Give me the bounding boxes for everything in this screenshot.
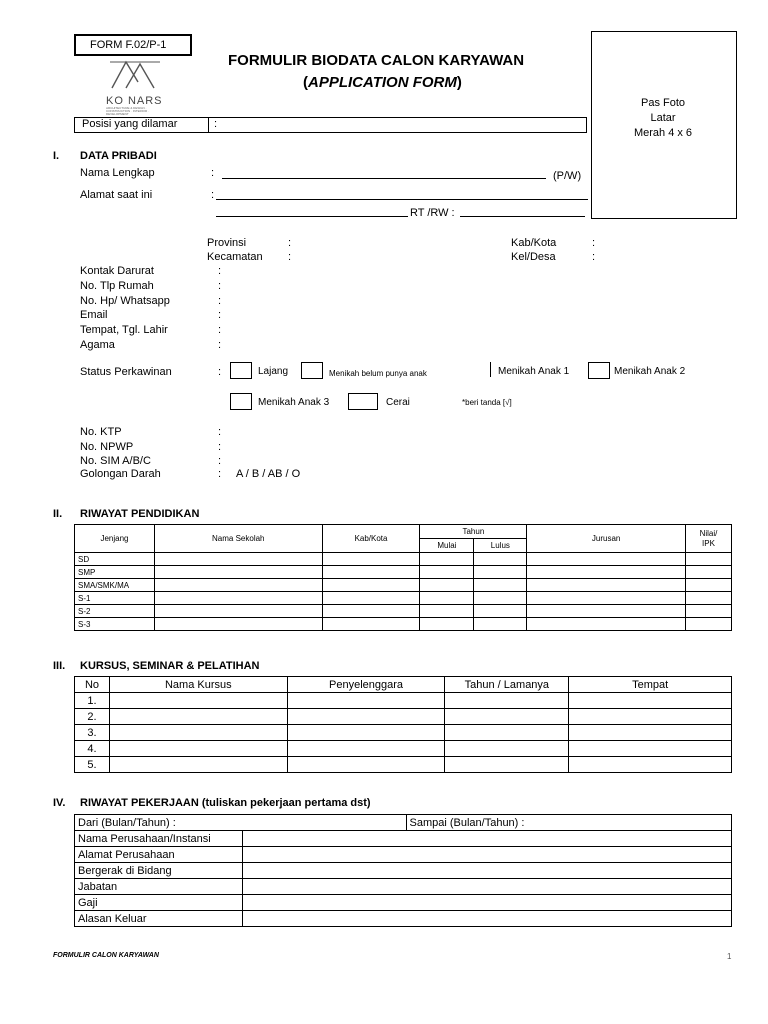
- course-cell[interactable]: [109, 725, 287, 741]
- table-row: [75, 911, 732, 927]
- work-cell[interactable]: [242, 831, 731, 847]
- course-no: 5.: [75, 757, 110, 773]
- rtrw-input-line[interactable]: [460, 216, 585, 217]
- table-row: [75, 741, 732, 757]
- work-cell[interactable]: [242, 911, 731, 927]
- course-cell[interactable]: [109, 693, 287, 709]
- section-4-heading: RIWAYAT PEKERJAAN (tuliskan pekerjaan pertama dst): [80, 797, 371, 809]
- work-label: Bergerak di Bidang: [75, 863, 243, 879]
- married-nochild-label: Menikah belum punya anak: [329, 369, 427, 378]
- edu-cell[interactable]: [154, 605, 322, 618]
- table-row: [75, 553, 732, 566]
- home-phone-colon: :: [218, 280, 222, 292]
- course-cell[interactable]: [569, 741, 732, 757]
- address-colon: :: [211, 189, 215, 201]
- photo-label: [591, 96, 735, 141]
- course-cell[interactable]: [445, 709, 569, 725]
- edu-cell[interactable]: [322, 553, 420, 566]
- col-level: Jenjang: [75, 525, 155, 553]
- col-year: Tahun: [420, 525, 527, 539]
- village-colon: :: [592, 251, 596, 263]
- edu-cell[interactable]: [685, 592, 731, 605]
- course-cell[interactable]: [445, 693, 569, 709]
- course-cell[interactable]: [287, 757, 445, 773]
- table-row: [75, 605, 732, 618]
- section-3-number: III.: [53, 660, 66, 672]
- district-colon: :: [288, 251, 292, 263]
- logo-tagline: ARCHITECTURE & DESIGN · CONSTRUCTION · INTERIOR · DEVELOPMENT: [106, 106, 149, 116]
- edu-cell[interactable]: [154, 618, 322, 631]
- ktp-label: No. KTP: [80, 426, 122, 438]
- edu-cell[interactable]: [685, 579, 731, 592]
- address-input-line-1[interactable]: [216, 199, 588, 200]
- edu-level: S-2: [75, 605, 155, 618]
- district-label: Kecamatan: [207, 251, 263, 263]
- course-cell[interactable]: [109, 741, 287, 757]
- name-label: Nama Lengkap: [80, 167, 155, 179]
- edu-cell[interactable]: [527, 553, 686, 566]
- email-label: Email: [80, 309, 108, 321]
- work-label: Jabatan: [75, 879, 243, 895]
- divorced-checkbox[interactable]: [348, 393, 378, 410]
- email-colon: :: [218, 309, 222, 321]
- single-label: Lajang: [258, 366, 289, 377]
- edu-cell[interactable]: [322, 605, 420, 618]
- work-label: Alasan Keluar: [75, 911, 243, 927]
- course-cell[interactable]: [445, 757, 569, 773]
- edu-cell[interactable]: [322, 579, 420, 592]
- education-table: [74, 524, 732, 631]
- col-no: No: [75, 677, 110, 693]
- birth-colon: :: [218, 324, 222, 336]
- col-organizer: Penyelenggara: [287, 677, 445, 693]
- work-label: Gaji: [75, 895, 243, 911]
- section-2-heading: RIWAYAT PENDIDIKAN: [80, 508, 200, 520]
- work-cell[interactable]: [242, 895, 731, 911]
- edu-cell[interactable]: [154, 579, 322, 592]
- photo-line-2: Latar: [650, 112, 676, 124]
- table-row: [75, 757, 732, 773]
- table-row: [75, 709, 732, 725]
- course-no: 1.: [75, 693, 110, 709]
- edu-cell[interactable]: [527, 579, 686, 592]
- edu-cell[interactable]: [154, 566, 322, 579]
- logo-text: KO NARS: [106, 95, 163, 107]
- ktp-colon: :: [218, 426, 222, 438]
- mobile-colon: :: [218, 295, 222, 307]
- course-cell[interactable]: [569, 725, 732, 741]
- village-label: Kel/Desa: [511, 251, 556, 263]
- province-label: Provinsi: [207, 237, 247, 249]
- city-label: Kab/Kota: [511, 237, 557, 249]
- col-major: Jurusan: [527, 525, 686, 553]
- edu-cell[interactable]: [685, 566, 731, 579]
- course-cell[interactable]: [445, 725, 569, 741]
- city-colon: :: [592, 237, 596, 249]
- edu-cell[interactable]: [322, 592, 420, 605]
- course-no: 4.: [75, 741, 110, 757]
- edu-cell[interactable]: [420, 566, 474, 579]
- table-row: [75, 693, 732, 709]
- edu-cell[interactable]: [527, 566, 686, 579]
- edu-level: SD: [75, 553, 155, 566]
- gender-label: (P/W): [553, 170, 582, 182]
- edu-cell[interactable]: [474, 618, 527, 631]
- edu-cell[interactable]: [527, 605, 686, 618]
- page-number: 1: [727, 952, 732, 961]
- table-row: [75, 847, 732, 863]
- edu-cell[interactable]: [420, 605, 474, 618]
- col-course-name: Nama Kursus: [109, 677, 287, 693]
- edu-cell[interactable]: [685, 618, 731, 631]
- table-row: [75, 895, 732, 911]
- edu-cell[interactable]: [474, 579, 527, 592]
- course-no: 2.: [75, 709, 110, 725]
- married2-checkbox[interactable]: [588, 362, 610, 379]
- emergency-label: Kontak Darurat: [80, 265, 154, 277]
- province-colon: :: [288, 237, 292, 249]
- edu-cell[interactable]: [685, 553, 731, 566]
- subtitle-close: ): [456, 74, 462, 91]
- col-school: Nama Sekolah: [154, 525, 322, 553]
- company-logo: [106, 58, 164, 118]
- married2-label: Menikah Anak 2: [614, 366, 686, 377]
- table-row: [75, 725, 732, 741]
- section-1-number: I.: [53, 150, 60, 162]
- position-colon: :: [214, 118, 218, 130]
- emergency-colon: :: [218, 265, 222, 277]
- address-label: Alamat saat ini: [80, 189, 153, 201]
- section-2-number: II.: [53, 508, 63, 520]
- courses-table: [74, 676, 732, 773]
- form-title: FORMULIR BIODATA CALON KARYAWAN: [228, 52, 525, 69]
- birth-label: Tempat, Tgl. Lahir: [80, 324, 168, 336]
- section-4-number: IV.: [53, 797, 66, 809]
- edu-cell[interactable]: [154, 592, 322, 605]
- npwp-label: No. NPWP: [80, 441, 134, 453]
- name-input-line[interactable]: [222, 178, 546, 179]
- religion-label: Agama: [80, 339, 115, 351]
- edu-cell[interactable]: [420, 553, 474, 566]
- edu-cell[interactable]: [474, 566, 527, 579]
- table-row: [75, 831, 732, 847]
- edu-cell[interactable]: [527, 618, 686, 631]
- married3-checkbox[interactable]: [230, 393, 252, 410]
- course-no: 3.: [75, 725, 110, 741]
- work-cell[interactable]: [242, 847, 731, 863]
- married1-checkbox[interactable]: [490, 362, 491, 377]
- col-city: Kab/Kota: [322, 525, 420, 553]
- col-place: Tempat: [569, 677, 732, 693]
- footer-title: FORMULIR CALON KARYAWAN: [53, 952, 159, 959]
- section-3-heading: KURSUS, SEMINAR & PELATIHAN: [80, 660, 260, 672]
- edu-cell[interactable]: [527, 592, 686, 605]
- married1-label: Menikah Anak 1: [498, 366, 570, 377]
- course-cell[interactable]: [109, 757, 287, 773]
- course-cell[interactable]: [445, 741, 569, 757]
- table-row: [75, 863, 732, 879]
- edu-level: S-1: [75, 592, 155, 605]
- single-checkbox[interactable]: [230, 362, 252, 379]
- col-start: Mulai: [420, 539, 474, 553]
- subtitle-text: APPLICATION FORM: [308, 74, 457, 91]
- table-row: [75, 579, 732, 592]
- col-score-b: IPK: [702, 538, 715, 548]
- edu-cell[interactable]: [474, 553, 527, 566]
- form-code: FORM F.02/P-1: [90, 39, 167, 51]
- sim-label: No. SIM A/B/C: [80, 455, 151, 467]
- logo-mark-icon: [106, 58, 164, 90]
- table-row: [75, 618, 732, 631]
- rtrw-label: RT /RW :: [410, 207, 455, 219]
- edu-cell[interactable]: [420, 618, 474, 631]
- work-table: [74, 814, 732, 927]
- mobile-label: No. Hp/ Whatsapp: [80, 295, 170, 307]
- course-cell[interactable]: [569, 757, 732, 773]
- edu-cell[interactable]: [474, 592, 527, 605]
- home-phone-label: No. Tlp Rumah: [80, 280, 154, 292]
- address-input-line-2[interactable]: [216, 216, 408, 217]
- divorced-label: Cerai: [386, 397, 410, 408]
- edu-cell[interactable]: [685, 605, 731, 618]
- npwp-colon: :: [218, 441, 222, 453]
- work-cell[interactable]: [242, 879, 731, 895]
- position-label: Posisi yang dilamar: [82, 118, 178, 130]
- work-label: Nama Perusahaan/Instansi: [75, 831, 243, 847]
- edu-cell[interactable]: [474, 605, 527, 618]
- col-duration: Tahun / Lamanya: [445, 677, 569, 693]
- sim-colon: :: [218, 455, 222, 467]
- edu-level: SMA/SMK/MA: [75, 579, 155, 592]
- table-row: [75, 592, 732, 605]
- work-label: Alamat Perusahaan: [75, 847, 243, 863]
- married3-label: Menikah Anak 3: [258, 397, 330, 408]
- work-to[interactable]: Sampai (Bulan/Tahun) :: [406, 815, 732, 831]
- course-cell[interactable]: [569, 693, 732, 709]
- marital-colon: :: [218, 366, 222, 378]
- course-cell[interactable]: [287, 725, 445, 741]
- course-cell[interactable]: [569, 709, 732, 725]
- table-row: [75, 879, 732, 895]
- col-score-a: Nilai/: [699, 528, 718, 538]
- mark-note: *beri tanda [√]: [462, 398, 512, 407]
- edu-cell[interactable]: [322, 618, 420, 631]
- married-nochild-checkbox[interactable]: [301, 362, 323, 379]
- course-cell[interactable]: [287, 693, 445, 709]
- blood-colon: :: [218, 468, 222, 480]
- col-end: Lulus: [474, 539, 527, 553]
- edu-cell[interactable]: [420, 579, 474, 592]
- photo-line-1: Pas Foto: [640, 97, 686, 109]
- course-cell[interactable]: [109, 709, 287, 725]
- edu-cell[interactable]: [420, 592, 474, 605]
- work-from[interactable]: Dari (Bulan/Tahun) :: [75, 815, 407, 831]
- course-cell[interactable]: [287, 741, 445, 757]
- form-subtitle: [303, 74, 462, 91]
- edu-cell[interactable]: [322, 566, 420, 579]
- blood-values: A / B / AB / O: [236, 468, 301, 480]
- work-cell[interactable]: [242, 863, 731, 879]
- table-row: [75, 566, 732, 579]
- edu-level: SMP: [75, 566, 155, 579]
- position-divider: [208, 117, 209, 132]
- name-colon: :: [211, 167, 215, 179]
- marital-label: Status Perkawinan: [80, 366, 172, 378]
- blood-label: Golongan Darah: [80, 468, 161, 480]
- edu-level: S-3: [75, 618, 155, 631]
- course-cell[interactable]: [287, 709, 445, 725]
- subtitle-open: (: [303, 74, 308, 91]
- religion-colon: :: [218, 339, 222, 351]
- edu-cell[interactable]: [154, 553, 322, 566]
- col-score: [685, 525, 731, 553]
- section-1-heading: DATA PRIBADI: [80, 150, 157, 162]
- photo-line-3: Merah 4 x 6: [633, 127, 693, 139]
